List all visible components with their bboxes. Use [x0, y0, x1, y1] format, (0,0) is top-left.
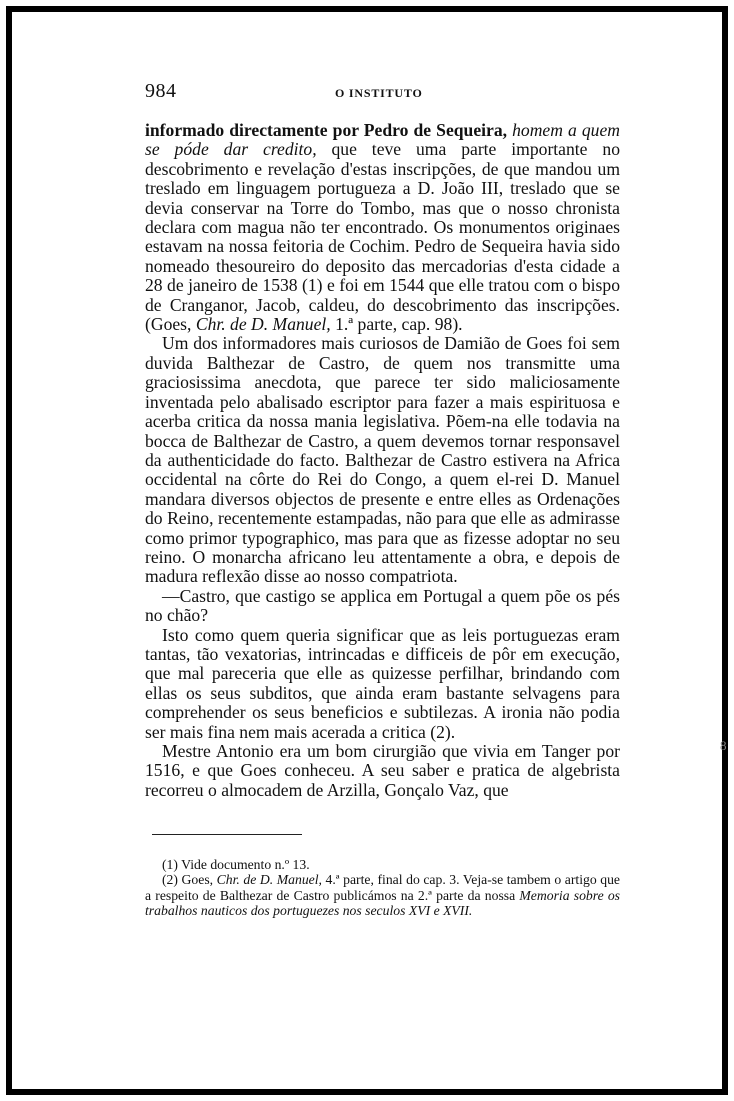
footnote-2-start: (2) Goes,: [162, 872, 214, 888]
footnote-1: (1) Vide documento n.º 13.: [162, 857, 310, 872]
footnotes: [145, 857, 620, 919]
page-header: [145, 80, 620, 106]
footnote-2-text: 4.ª parte, final do cap. 3. Veja-se tambem o artigo que a respeito de Balthezar de Castro publicámos na 2.ª parte da nossa: [145, 872, 621, 903]
paragraph-1: [145, 121, 620, 334]
margin-mark: 8: [720, 738, 727, 753]
page-number: 984: [145, 80, 177, 102]
paragraph-2: Um dos informadores mais curiosos de Damião de Goes foi sem duvida Balthezar de Castro, de quem nos transmitte uma graciosissima anecdota, que parece ter sido maliciosamente inventada pelo abalisado escriptor para fazer a mais espirituosa e acerba critica da nossa mania legislativa. Põem-na elle todavia na bocca de Balthezar de Castro, a quem devemos tornar responsavel da authenticidade do facto. Balthezar de Castro estivera na Africa occidental na côrte do Rei do Congo, a quem el-rei D. Manuel mandara diversos objectos de presente e entre elles as Ordenações do Reino, recentemente estampadas, não para que elle as admirasse como primor typographico, mas para que as fizesse adoptar no seu reino. O monarcha africano leu attentamente a obra, e depois de madura reflexão disse ao nosso compatriota.: [145, 333, 620, 587]
paragraph-1-italic: homem a quem se póde dar credito,: [145, 120, 620, 160]
running-head: O INSTITUTO: [335, 86, 423, 100]
footnote-2-citation: Chr. de D. Manuel,: [216, 872, 322, 888]
footnote-2: [145, 872, 620, 918]
footnote-rule: [152, 834, 302, 835]
paragraph-1-end: 1.ª parte, cap. 98).: [335, 314, 463, 335]
footnote-2-title: Memoria sobre os trabalhos nauticos dos portuguezes nos seculos XVI e XVII.: [145, 887, 620, 919]
paragraph-5: Mestre Antonio era um bom cirurgião que vivia em Tanger por 1516, e que Goes conheceu. A seu saber e pratica de algebrista recorreu o almocadem de Arzilla, Gonçalo Vaz, que: [145, 741, 620, 800]
paragraph-1-citation: Chr. de D. Manuel,: [195, 314, 331, 335]
paragraph-1-text: que teve uma parte importante no descobrimento e revelação d'estas inscripções, de que mandou um treslado em linguagem portugueza a D. João III, treslado que se devia conservar na Torre do Tombo, mas que o nosso chronista declara com magua não ter encontrado. Os monumentos originaes estavam na nossa feitoria de Cochim. Pedro de Sequeira havia sido nomeado thesoureiro do deposito das mercadorias d'esta cidade a 28 de janeiro de 1538 (1) e foi em 1544 que elle tratou com o bispo de Cranganor, Jacob, caldeu, do descobrimento das inscripções. (Goes,: [145, 139, 620, 335]
paragraph-4: Isto como quem queria significar que as leis portuguezas eram tantas, tão vexatorias, intrincadas e difficeis de pôr em execução, que mal pareceria que elle as quizesse perfilhar, brindando com ellas os seus subditos, que ainda eram bastante selvagens para comprehender os seus beneficios e subtilezas. A ironia não podia ser mais fina nem mais acerada a critica (2).: [145, 624, 620, 742]
paragraph-1-lead: informado directamente por Pedro de Sequeira,: [145, 120, 508, 140]
body-text: [145, 121, 620, 800]
paragraph-3: —Castro, que castigo se applica em Portugal a quem põe os pés no chão?: [145, 585, 620, 626]
